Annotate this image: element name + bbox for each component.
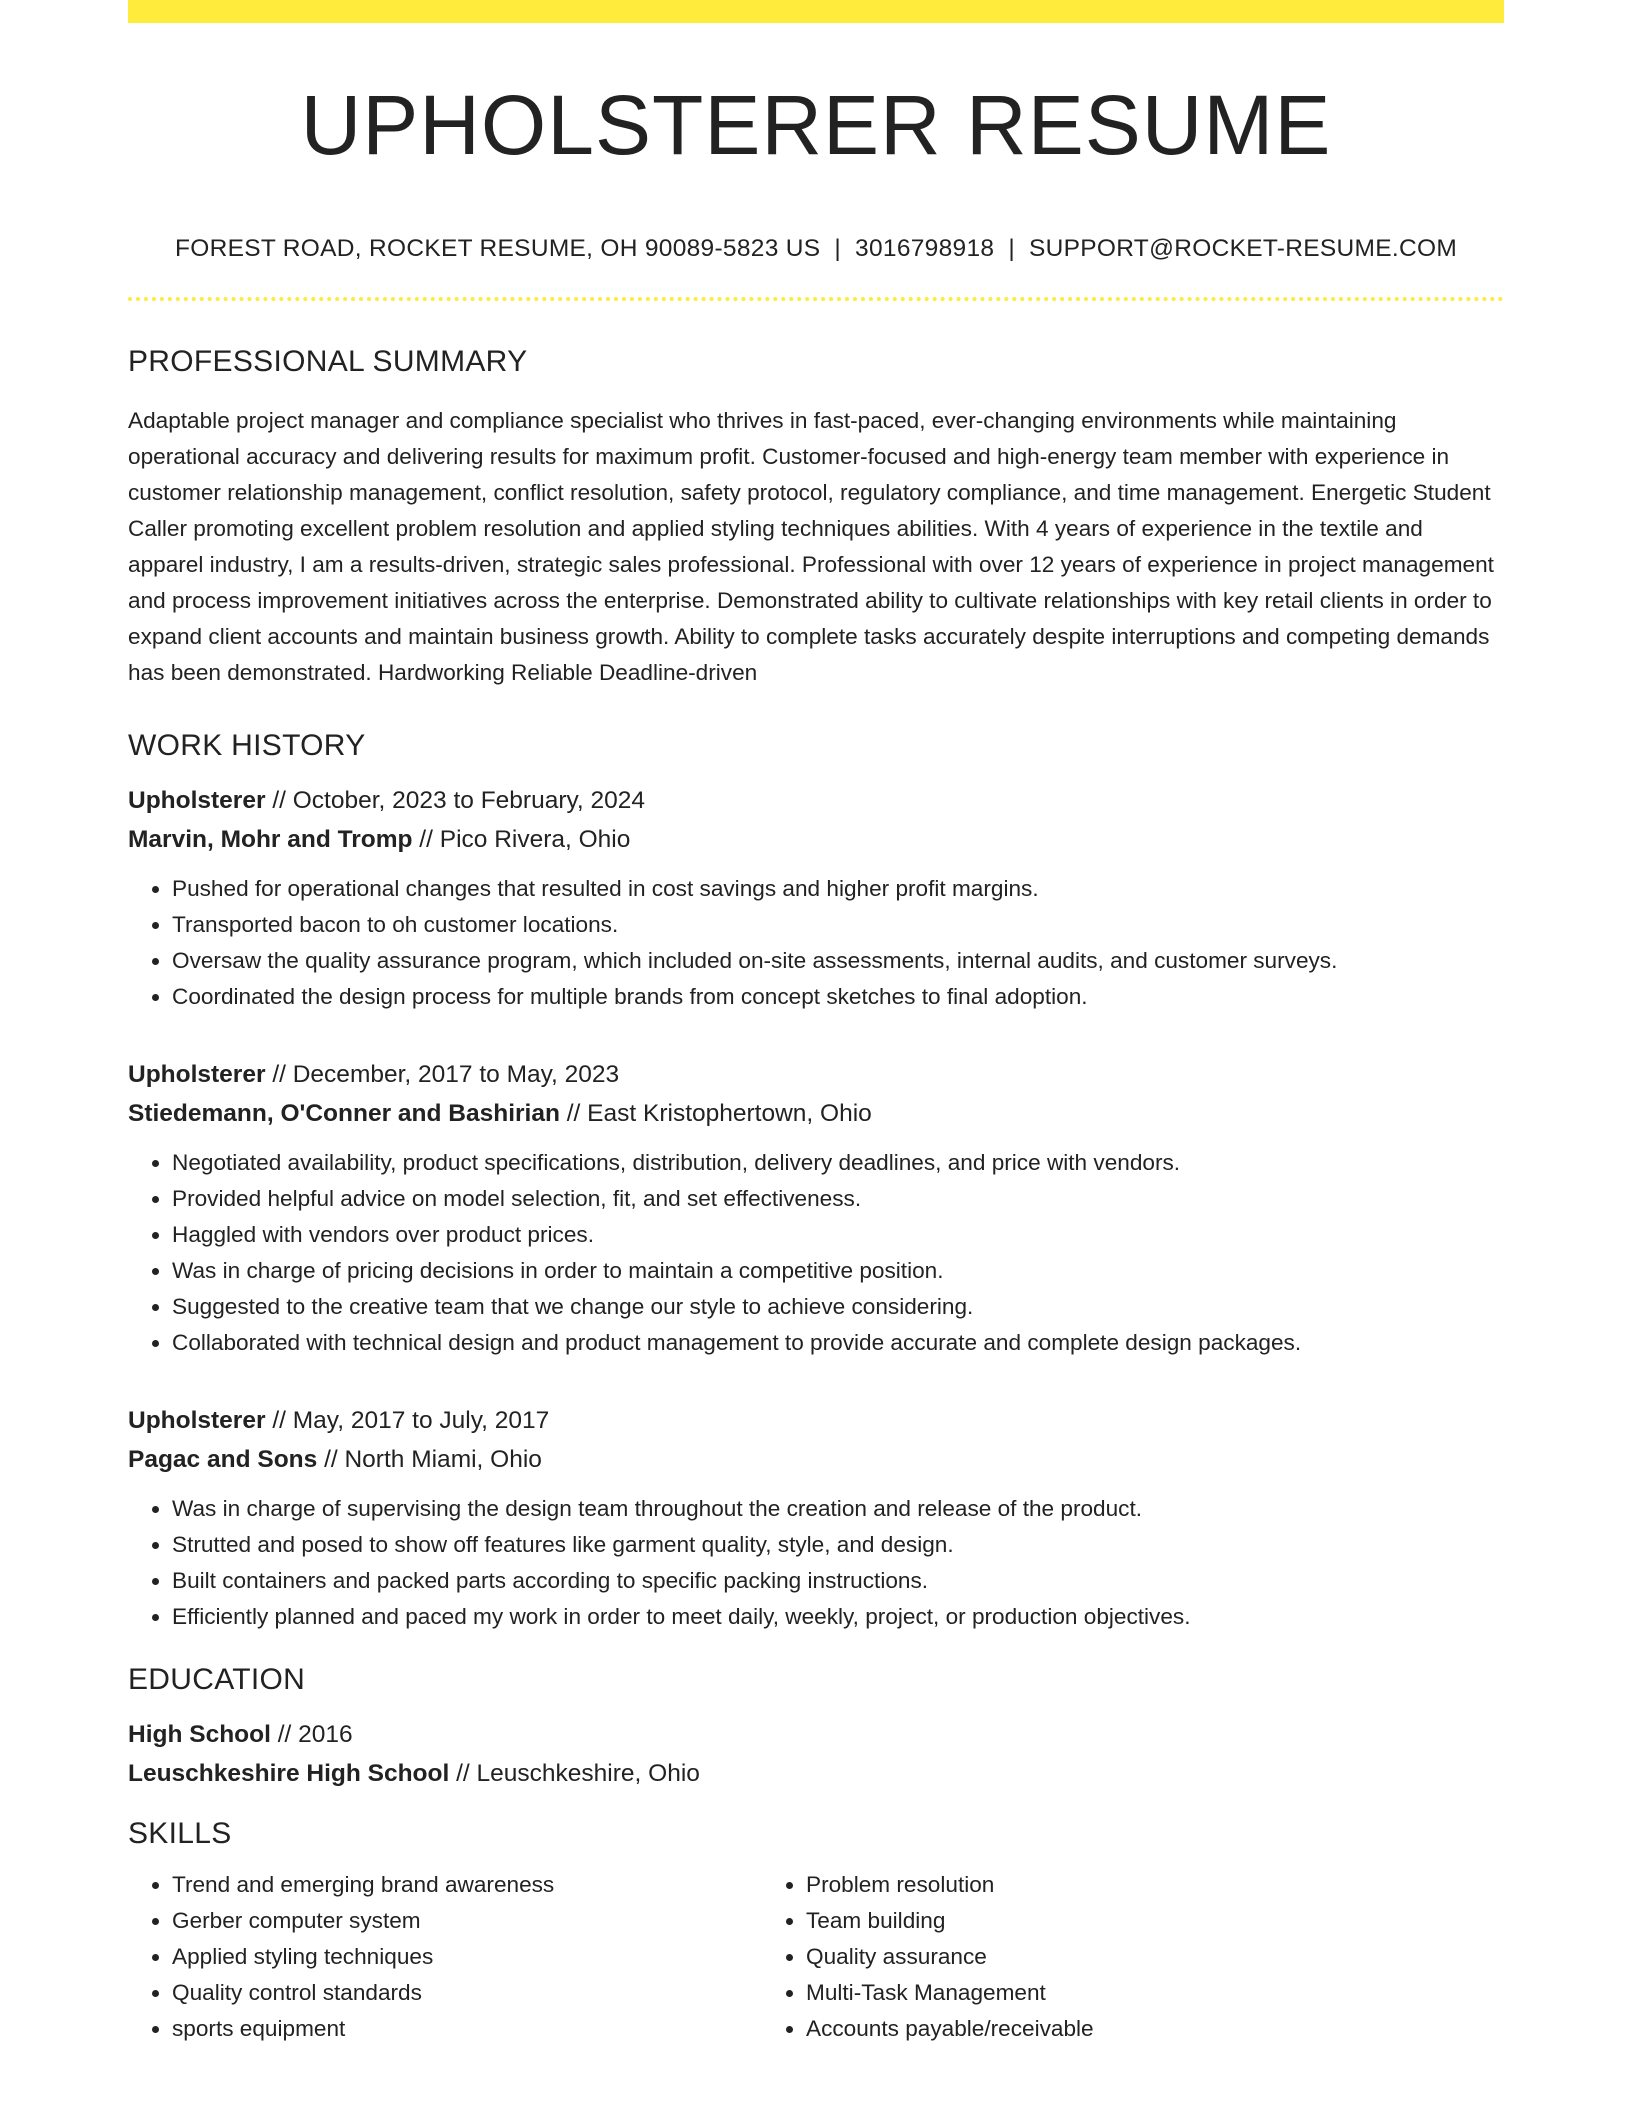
skills-heading: SKILLS bbox=[128, 1817, 232, 1850]
skill-item: • Quality assurance bbox=[806, 1939, 1396, 1975]
education-degree: High School bbox=[128, 1721, 271, 1748]
job-dates: // December, 2017 to May, 2023 bbox=[265, 1061, 620, 1088]
skill-item: • sports equipment bbox=[172, 2011, 762, 2047]
job-company: Stiedemann, O'Conner and Bashirian bbox=[128, 1100, 560, 1127]
education-heading: EDUCATION bbox=[128, 1663, 306, 1696]
skill-item: • Trend and emerging brand awareness bbox=[172, 1867, 762, 1903]
job-bullets bbox=[128, 1491, 1504, 1635]
education-entry bbox=[128, 1715, 1504, 1793]
resume-title: UPHOLSTERER RESUME bbox=[300, 78, 1332, 172]
job-dates: // May, 2017 to July, 2017 bbox=[265, 1407, 550, 1434]
resume-page bbox=[128, 0, 1504, 2047]
job-entry bbox=[128, 1055, 1504, 1361]
skill-item: • Team building bbox=[806, 1903, 1396, 1939]
education-year: // 2016 bbox=[270, 1721, 353, 1748]
list-item: • Provided helpful advice on model selection, fit, and set effectiveness. bbox=[172, 1181, 1504, 1217]
job-title-line bbox=[128, 781, 1504, 820]
skill-item: • Quality control standards bbox=[172, 1975, 762, 2011]
job-location: // Pico Rivera, Ohio bbox=[412, 826, 631, 853]
list-item: • Was in charge of supervising the design team throughout the creation and release of the product. bbox=[172, 1491, 1504, 1527]
job-entry bbox=[128, 781, 1504, 1015]
job-company-line bbox=[128, 1440, 1504, 1479]
job-company-line bbox=[128, 820, 1504, 859]
summary-text: Adaptable project manager and compliance specialist who thrives in fast-paced, ever-changing environments while maintaining operational accuracy and delivering results for maximum profit. Customer-focused and high-energy team member with experience in customer relationship management, conflict resolution, safety protocol, regulatory compliance, and time management. Energetic Student Caller promoting excellent problem resolution and applied styling techniques abilities. With 4 years of experience in the textile and apparel industry, I am a results-driven, strategic sales professional. Professional with over 12 years of experience in project management and process improvement initiatives across the enterprise. Demonstrated ability to cultivate relationships with key retail clients in order to expand client accounts and maintain business growth. Ability to complete tasks accurately despite interruptions and competing demands has been demonstrated. Hardworking Reliable Deadline-driven bbox=[128, 408, 1494, 685]
skills-grid bbox=[128, 1867, 1504, 2047]
job-company-line bbox=[128, 1094, 1504, 1133]
job-bullets bbox=[128, 871, 1504, 1015]
job-title-line bbox=[128, 1401, 1504, 1440]
list-item: • Suggested to the creative team that we change our style to achieve considering. bbox=[172, 1289, 1504, 1325]
job-company: Marvin, Mohr and Tromp bbox=[128, 826, 413, 853]
contact-email: SUPPORT@ROCKET-RESUME.COM bbox=[1028, 235, 1458, 262]
summary-section bbox=[128, 345, 1504, 691]
education-school-line bbox=[128, 1754, 1504, 1793]
job-role: Upholsterer bbox=[128, 1407, 266, 1434]
list-item: • Was in charge of pricing decisions in order to maintain a competitive position. bbox=[172, 1253, 1504, 1289]
job-role: Upholsterer bbox=[128, 1061, 266, 1088]
list-item: • Built containers and packed parts according to specific packing instructions. bbox=[172, 1563, 1504, 1599]
job-location: // East Kristophertown, Ohio bbox=[559, 1100, 872, 1127]
contact-separator: | bbox=[1008, 235, 1015, 262]
list-item: • Negotiated availability, product specifications, distribution, delivery deadlines, and price with vendors. bbox=[172, 1145, 1504, 1181]
list-item: • Pushed for operational changes that resulted in cost savings and higher profit margins. bbox=[172, 871, 1504, 907]
education-location: // Leuschkeshire, Ohio bbox=[449, 1760, 700, 1787]
contact-separator: | bbox=[834, 235, 842, 262]
list-item: • Strutted and posed to show off features like garment quality, style, and design. bbox=[172, 1527, 1504, 1563]
skill-item: • Applied styling techniques bbox=[172, 1939, 762, 1975]
job-bullets bbox=[128, 1145, 1504, 1361]
contact-address: FOREST ROAD, ROCKET RESUME, OH 90089-5823 US bbox=[174, 235, 821, 262]
skills-column-right bbox=[762, 1867, 1396, 2047]
list-item: • Haggled with vendors over product prices. bbox=[172, 1217, 1504, 1253]
list-item: • Collaborated with technical design and product management to provide accurate and complete design packages. bbox=[172, 1325, 1504, 1361]
list-item: • Transported bacon to oh customer locations. bbox=[172, 907, 1504, 943]
skill-item: • Multi-Task Management bbox=[806, 1975, 1396, 2011]
skill-item: • Problem resolution bbox=[806, 1867, 1396, 1903]
education-degree-line bbox=[128, 1715, 1504, 1754]
skill-item: • Accounts payable/receivable bbox=[806, 2011, 1396, 2047]
summary-heading: PROFESSIONAL SUMMARY bbox=[128, 345, 528, 378]
contact-line bbox=[128, 235, 1504, 263]
job-location: // North Miami, Ohio bbox=[317, 1446, 542, 1473]
list-item: • Oversaw the quality assurance program, which included on-site assessments, internal audits, and customer surveys. bbox=[172, 943, 1504, 979]
dotted-divider bbox=[128, 297, 1504, 301]
skill-item: • Gerber computer system bbox=[172, 1903, 762, 1939]
job-company: Pagac and Sons bbox=[128, 1446, 318, 1473]
list-item: • Coordinated the design process for multiple brands from concept sketches to final adoption. bbox=[172, 979, 1504, 1015]
job-entry bbox=[128, 1401, 1504, 1635]
accent-top-bar bbox=[128, 0, 1504, 23]
job-dates: // October, 2023 to February, 2024 bbox=[265, 787, 646, 814]
work-history-heading: WORK HISTORY bbox=[128, 729, 366, 762]
contact-phone: 3016798918 bbox=[855, 235, 995, 262]
work-history-section bbox=[128, 729, 1504, 1635]
list-item: • Efficiently planned and paced my work in order to meet daily, weekly, project, or production objectives. bbox=[172, 1599, 1504, 1635]
education-section bbox=[128, 1663, 1504, 1793]
skills-section bbox=[128, 1817, 1504, 2047]
job-title-line bbox=[128, 1055, 1504, 1094]
education-school: Leuschkeshire High School bbox=[128, 1760, 450, 1787]
skills-column-left bbox=[128, 1867, 762, 2047]
job-role: Upholsterer bbox=[128, 787, 266, 814]
